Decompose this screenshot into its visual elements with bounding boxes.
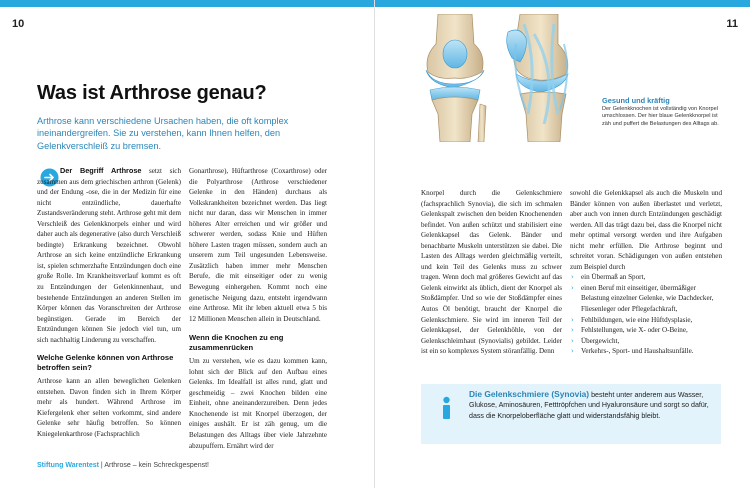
list-item: › ein Übermaß an Sport,	[571, 273, 646, 282]
info-highlight: Die Gelenkschmiere (Synovia)	[469, 389, 590, 399]
knee-side-view	[507, 14, 568, 142]
knee-joint-illustration	[408, 14, 596, 142]
intro-text: setzt sich zusammen aus dem griechischen arthron (Gelenk) und der Endung -ose, die in der Medizin für eine nicht entzündliche, dauerhafte Zustandsveränderung steht. Arthrose geht mit dem Verschleiß des Gelenkknorpels einher und wird daher auch als degenerative (also durch Verschleiß bedingte) Erkrankung bezeichnet. Obwohl Arthrose an sich keine entzündliche Erkrankung ist, spielen schmerzhafte Entzündungen doch eine große Rolle. Im Krankheitsverlauf kommt es oft zu Entzündungen der Gelenkinnenhaut, und bestehende Entzündungen an anderen Stellen im Körper können das Voranschreiten der Arthrose begünstigen. Gerade im Bereich der Entzündungen können Sie jedoch viel tun, um sich nachhaltig Linderung zu verschaffen.	[37, 167, 181, 344]
list-item: › Verkehrs-, Sport- und Haushaltsunfälle.	[571, 347, 694, 356]
damage-causes-list	[570, 272, 722, 356]
info-text	[469, 389, 715, 421]
info-body: besteht unter anderem aus Wasser, Glukose, Aminosäuren, Fetttröpfchen und Hyaluronsäure und sorgt so dafür, dass die Knorpeloberfläche glatt und widerstandsfähig bleibt.	[469, 391, 709, 420]
illustration-caption	[602, 96, 722, 128]
top-accent-bar	[0, 0, 375, 7]
heading-bones-close: Wenn die Knochen zu eng zusammenrücken	[189, 333, 284, 353]
affected-joints-paragraph: Arthrose kann an allen beweglichen Gelenken entstehen. Davon finden sich in Ihrem Körper mehr als hundert. Während Arthrose im Kiefergelenk eher selten vorkommt, sind andere Gelenke sehr häufig betroffen. So können Kniegelenkarthrose (Fachsprachlich	[37, 377, 181, 439]
info-icon	[437, 396, 456, 420]
list-item: › Übergewicht,	[571, 336, 620, 345]
chevron-right-icon: ›	[571, 273, 574, 282]
footer-brand: Stiftung Warentest	[37, 462, 99, 469]
page-number-left: 10	[12, 18, 25, 30]
text-column-1	[37, 166, 181, 440]
page-number-right: 11	[726, 18, 738, 30]
page-title: Was ist Arthrose genau?	[37, 82, 267, 104]
chevron-right-icon: ›	[571, 315, 574, 324]
caption-text: Der Gelenkknochen ist vollständig von Knorpel umschlossen. Der hier blaue Gelenkknorpel ist zäh und puffert die Belastungen des Alltags ab.	[602, 106, 719, 127]
heading-affected-joints: Welche Gelenke können von Arthrose betroffen sein?	[37, 353, 174, 373]
chevron-right-icon: ›	[571, 347, 574, 356]
footer-title: Arthrose – kein Schreckgespenst!	[104, 462, 209, 469]
text-column-4	[570, 188, 722, 357]
text-column-2	[189, 166, 327, 451]
intro-bold-lead: Der Begriff Arthrose	[60, 166, 142, 175]
synovia-paragraph: Knorpel durch die Gelenkschmiere (fachsprachlich Synovia), die sich im schmalen Gelenkspalt zwischen den beiden Knochenenden befindet. Von außen schützt und stabilisiert eine Gelenkkapsel das Gelenk. Bänder und benachbarte Muskeln unterstützen sie dabei. Die Lasten des Alltags werden gleichmäßig verteilt, und kein Teil des Gelenks muss zu schwer tragen. Wenn doch mal größeres Gewicht auf das Gelenk einwirkt als üblich, dient der Knorpel als Stoßdämpfer. Und so wie der Stoßdämpfer eines Autos Öl benötigt, braucht der Knorpel die Gelenkschmiere. Sie wird im inneren Teil der Gelenkkapsel, der Gelenkhöhle, von der Gelenkschleimhaut (Synovialis) gebildet. Leider ist ein so komplexes System störanfällig. Denn	[421, 189, 562, 356]
running-footer	[37, 462, 209, 469]
damage-causes-paragraph: sowohl die Gelenkkapsel als auch die Muskeln und Bänder können von außen überlastet und verletzt, aber auch von innen durch Entzündungen geschädigt werden. All das trägt dazu bei, dass die Knorpel nicht mehr optimal versorgt werden und ihre Aufgaben nicht mehr erfüllen. Die Arthrose beginnt und schreitet voran. Schädigungen von außen entstehen zum Beispiel durch	[570, 189, 722, 271]
lead-paragraph: Arthrose kann verschiedene Ursachen haben, die oft komplex ineinandergreifen. Sie zu verstehen, kann Ihnen helfen, den Gelenkverschleiß zu bremsen.	[37, 116, 289, 151]
volkskrankheit-paragraph: Gonarthrose), Hüftarthrose (Coxarthrose) oder die Polyarthrose (Arthrose verschiedener Gelenke in den Händen) durchaus als Volkskrankheiten bezeichnet werden. Das liegt nicht nur daran, dass wir Menschen in immer höheres Alter erreichen und wir größer und schwerer werden, sodass Knie und Hüften höhere Lasten tragen müssen, sondern auch an unserem zum Teil ungesunden Lebensweise. Zusätzlich haben immer mehr Menschen Berufe, die mit einseitiger oder zu wenig Bewegung einhergehen. Kommt noch eine genetische Neigung dazu, entsteht irgendwann eine Arthrose. Mit ihr leben aktuell etwa 5 bis 12 Millionen Menschen allein in Deutschland.	[189, 167, 327, 323]
knee-front-view	[426, 14, 486, 142]
joint-structure-paragraph: Um zu verstehen, wie es dazu kommen kann, lohnt sich der Blick auf den Aufbau eines Gelenks. Im Idealfall ist alles rund, glatt und geschmeidig – zwei Knochen bilden eine Einheit, ohne aneinanderzureiben. Denn jedes Knochenende ist mit Knorpel überzogen, der einiges aushält. Er ist zäh genug, um die Belastungen des Alltags über viele Jahrzehnte abzupuffern. Ernährt wird der	[189, 357, 327, 450]
caption-title: Gesund und kräftig	[602, 96, 670, 105]
intro-paragraph	[37, 166, 181, 345]
text-column-3	[421, 188, 562, 357]
info-box	[421, 384, 721, 444]
list-item: › Fehlstellungen, wie X- oder O-Beine,	[571, 326, 688, 335]
list-item: › Fehlbildungen, wie eine Hüftdysplasie,	[571, 315, 693, 324]
top-accent-bar-right	[375, 0, 750, 7]
chevron-right-icon: ›	[571, 336, 574, 345]
list-item: › einen Beruf mit einseitiger, übermäßiger Belastung einzelner Gelenke, wie Dachdecker, Fliesenleger oder Pflegefachkraft,	[571, 283, 714, 314]
chevron-right-icon: ›	[571, 326, 574, 335]
chevron-right-icon: ›	[571, 283, 574, 292]
footer-separator: |	[100, 462, 103, 469]
